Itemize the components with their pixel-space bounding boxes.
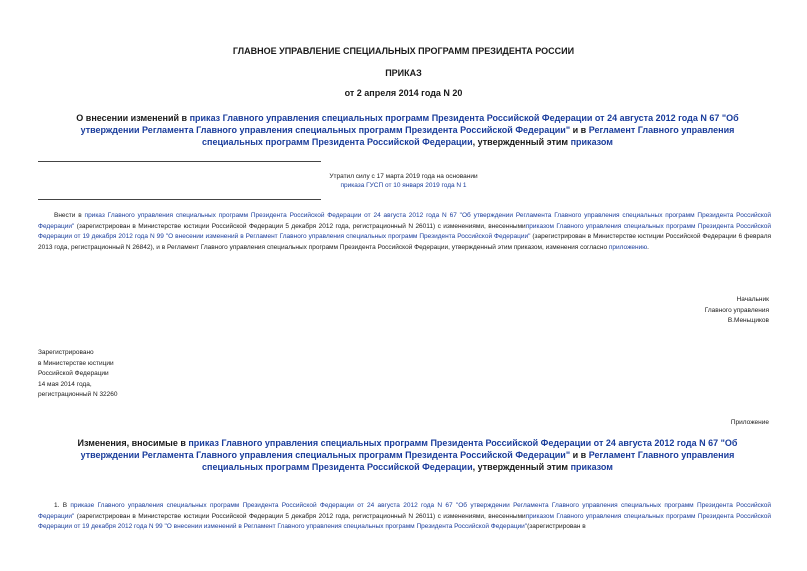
signature-block xyxy=(705,295,769,327)
organization-name: ГЛАВНОЕ УПРАВЛЕНИЕ СПЕЦИАЛЬНЫХ ПРОГРАММ ПРЕЗИДЕНТА РОССИИ xyxy=(232,46,575,56)
registration-block xyxy=(38,348,118,401)
registration-number: регистрационный N 32260 xyxy=(38,391,118,398)
title-text-2: и в xyxy=(570,125,589,135)
signature-title: Начальник xyxy=(736,296,769,303)
appendix-title-text-2: и в xyxy=(570,450,589,460)
document-type: ПРИКАЗ xyxy=(385,68,422,78)
item-1-paragraph xyxy=(38,501,771,533)
lost-force-link[interactable]: приказа ГУСП от 10 января 2019 года N 1 xyxy=(340,182,467,189)
item1-text-3: (зарегистрирован в xyxy=(527,523,586,530)
document-date: от 2 апреля 2014 года N 20 xyxy=(344,88,463,98)
appendix-order-link[interactable]: приказом xyxy=(570,462,613,472)
body-text-1: Внести в xyxy=(54,212,85,219)
registration-date: 14 мая 2014 года, xyxy=(38,380,92,388)
signature-name: В.Меньщиков xyxy=(727,317,769,324)
divider-bottom xyxy=(38,199,321,200)
appendix-title-text-1: Изменения, вносимые в xyxy=(77,438,189,448)
regulation-link[interactable]: Регламент Главного управления специальных программ Президента Российской Федерации xyxy=(202,125,735,147)
divider-top xyxy=(38,161,321,162)
body-text-2: (зарегистрирован в Министерстве юстиции Российской Федерации 5 декабря 2012 года, регистрационный N 26011) с изменениями, внесенными xyxy=(74,222,526,230)
lost-force-text: Утратил силу с 17 марта 2019 года на основании xyxy=(329,173,478,180)
document-title xyxy=(50,112,765,148)
item1-order-67-link[interactable]: приказе Главного управления специальных программ Президента Российской Федерации от 24 августа 2012 года N 67 "Об утверждении Регламента Главного управления специальных программ Президента Российской Федерации" xyxy=(38,502,771,520)
order-67-link[interactable]: приказ Главного управления специальных программ Президента Российской Федерации от 24 августа 2012 года N 67 "Об утверждении Регламента Главного управления специальных программ Президента Российской Федерации" xyxy=(80,113,739,135)
main-paragraph xyxy=(38,211,771,253)
item1-order-99-link[interactable]: приказом Главного управления специальных программ Президента Российской Федерации от 19 декабря 2012 года N 99 "О внесении изменений в Регламент Главного управления специальных программ Президента Российской Федерации" xyxy=(38,512,772,530)
appendix-title xyxy=(50,437,765,473)
appendix-link[interactable]: приложению xyxy=(608,243,648,251)
registration-line: Российской Федерации xyxy=(38,370,109,377)
item1-text-2: (зарегистрирован в Министерстве юстиции Российской Федерации 5 декабря 2012 года, регистрационный N 26011) с изменениями, внесенными xyxy=(74,512,526,520)
appendix-title-text-3: , утвержденный этим xyxy=(472,462,571,472)
body-order-99-link[interactable]: приказом Главного управления специальных программ Президента Российской Федерации от 19 декабря 2012 года N 99 "О внесении изменений в Регламент Главного управления специальных программ Президента Российской Федерации" xyxy=(38,222,772,240)
title-text-1: О внесении изменений в xyxy=(76,113,190,123)
signature-org: Главного управления xyxy=(704,306,769,314)
body-text-4: . xyxy=(647,243,649,251)
title-text-3: , утвержденный этим xyxy=(472,137,571,147)
registration-line: Зарегистрировано xyxy=(38,349,94,356)
appendix-regulation-link[interactable]: Регламент Главного управления специальных программ Президента Российской Федерации xyxy=(202,450,735,472)
registration-line: в Министерстве юстиции xyxy=(38,359,114,367)
body-text-3: (зарегистрирован в Министерстве юстиции Российской Федерации 6 февраля 2013 года, регистрационный N 26842), и в Регламент Главного управления специальных программ Президента Российской Федерации, утвержденный этим приказом, изменения согласно xyxy=(38,233,772,251)
order-link[interactable]: приказом xyxy=(570,137,613,147)
lost-force-notice xyxy=(0,172,807,190)
appendix-order-67-link[interactable]: приказ Главного управления специальных программ Президента Российской Федерации от 24 августа 2012 года N 67 "Об утверждении Регламента Главного управления специальных программ Президента Российской Федерации" xyxy=(80,438,738,460)
body-order-67-link[interactable]: приказ Главного управления специальных программ Президента Российской Федерации от 24 августа 2012 года N 67 "Об утверждении Регламента Главного управления специальных программ Президента Российской Федерации" xyxy=(38,212,771,230)
appendix-label: Приложение xyxy=(730,419,769,426)
item1-text-1: 1. В xyxy=(54,502,71,509)
